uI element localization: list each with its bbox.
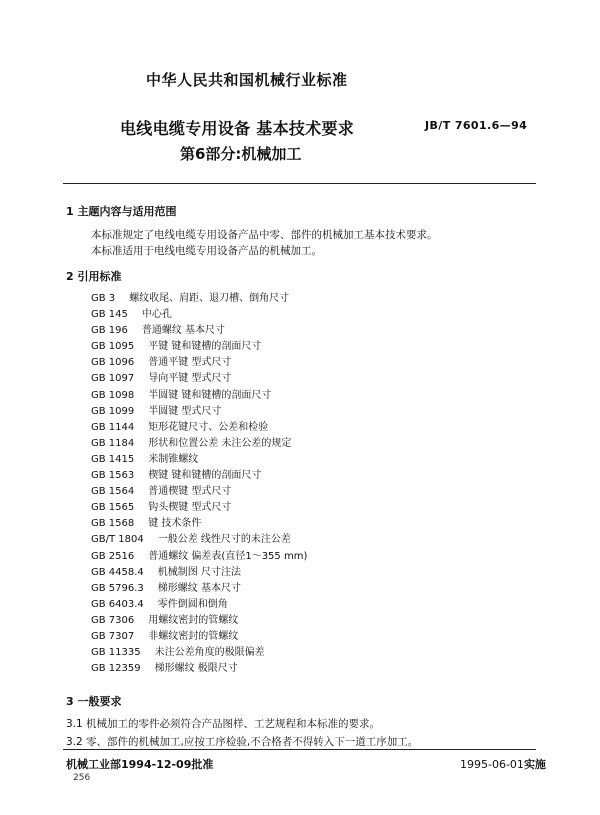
reference-name: 一般公差 线性尺寸的未注公差 xyxy=(157,534,291,546)
reference-name: 螺纹收尾、肩距、退刀槽、倒角尺寸 xyxy=(129,293,290,304)
reference-code: GB 1565 xyxy=(91,502,135,514)
section-2-heading: 2 引用标准 xyxy=(66,270,122,283)
document-subtitle: 第6部分:机械加工 xyxy=(180,145,302,163)
section-1-paragraph: 本标准适用于电线电缆专用设备产品的机械加工。 xyxy=(91,245,322,257)
reference-item xyxy=(91,291,307,307)
reference-code: GB 2516 xyxy=(91,550,135,562)
reference-item xyxy=(91,549,307,565)
reference-code: GB 196 xyxy=(91,325,128,337)
page-number: 256 xyxy=(73,773,91,783)
reference-code: GB 145 xyxy=(91,309,128,321)
section-1-paragraph: 本标准规定了电线电缆专用设备产品中零、部件的机械加工基本技术要求。 xyxy=(91,229,438,241)
reference-code: GB 1099 xyxy=(91,405,135,417)
reference-code: GB 1097 xyxy=(91,373,135,385)
reference-name: 平键 键和键槽的剖面尺寸 xyxy=(148,341,262,353)
clause-number: 3.2 xyxy=(66,736,83,748)
reference-item xyxy=(91,581,307,597)
reference-item xyxy=(91,613,307,629)
issuing-organization: 中华人民共和国机械行业标准 xyxy=(146,71,348,89)
reference-code: GB 5796.3 xyxy=(91,582,144,594)
reference-name: 梯形螺纹 极限尺寸 xyxy=(154,663,238,675)
clause-3-1 xyxy=(66,716,380,731)
header-divider xyxy=(63,183,536,184)
reference-name: 键 技术条件 xyxy=(148,518,202,530)
reference-item xyxy=(91,645,307,661)
reference-item xyxy=(91,500,307,516)
implementation-statement xyxy=(460,756,546,772)
reference-item xyxy=(91,516,307,532)
approval-statement: 机械工业部1994-12-09批准 xyxy=(66,758,214,771)
reference-item xyxy=(91,323,307,339)
clause-text: 机械加工的零件必须符合产品图样、工艺规程和本标准的要求。 xyxy=(86,718,381,730)
reference-code: GB 1568 xyxy=(91,518,135,530)
reference-item xyxy=(91,307,307,323)
implementation-label: 实施 xyxy=(523,758,546,771)
section-3-heading: 3 一般要求 xyxy=(66,695,122,708)
reference-code: GB 7306 xyxy=(91,614,135,626)
reference-item xyxy=(91,452,307,468)
reference-code: GB 1564 xyxy=(91,486,135,498)
reference-item xyxy=(91,629,307,645)
reference-name: 钩头楔键 型式尺寸 xyxy=(148,502,232,514)
reference-name: 机械制图 尺寸注法 xyxy=(157,566,241,578)
reference-name: 半圆键 型式尺寸 xyxy=(148,405,222,417)
reference-code: GB 1415 xyxy=(91,453,135,465)
reference-name: 米制锥螺纹 xyxy=(148,453,199,465)
reference-name: 普通螺纹 偏差表(直径1～355 mm) xyxy=(148,550,308,562)
reference-code: GB 11335 xyxy=(91,647,141,659)
reference-item xyxy=(91,597,307,613)
standard-number: JB/T 7601.6—94 xyxy=(425,119,528,132)
reference-code: GB 1563 xyxy=(91,470,135,482)
reference-name: 普通楔键 型式尺寸 xyxy=(148,486,232,498)
reference-name: 用螺纹密封的管螺纹 xyxy=(148,614,239,626)
reference-item xyxy=(91,468,307,484)
clause-3-2 xyxy=(66,734,418,749)
reference-code: GB 4458.4 xyxy=(91,566,144,578)
reference-item xyxy=(91,661,307,677)
implementation-date: 1995-06-01 xyxy=(460,758,524,771)
reference-code: GB 6403.4 xyxy=(91,598,144,610)
reference-name: 普通螺纹 基本尺寸 xyxy=(141,325,226,337)
reference-item xyxy=(91,436,307,452)
reference-name: 零件倒圆和倒角 xyxy=(157,598,228,610)
reference-name: 中心孔 xyxy=(141,309,172,321)
reference-name: 导向平键 型式尺寸 xyxy=(148,373,232,385)
document-title: 电线电缆专用设备 基本技术要求 xyxy=(120,119,355,138)
reference-item xyxy=(91,532,307,548)
reference-item xyxy=(91,388,307,404)
reference-item xyxy=(91,420,307,436)
clause-number: 3.1 xyxy=(66,718,83,730)
reference-name: 非螺纹密封的管螺纹 xyxy=(148,630,239,642)
reference-code: GB 1184 xyxy=(91,437,135,449)
reference-standards-list xyxy=(91,291,307,677)
reference-code: GB/T 1804 xyxy=(91,534,144,546)
reference-item xyxy=(91,339,307,355)
section-1-heading: 1 主题内容与适用范围 xyxy=(66,205,177,218)
clause-text: 零、部件的机械加工,应按工序检验,不合格者不得转入下一道工序加工。 xyxy=(86,736,419,748)
reference-item xyxy=(91,565,307,581)
reference-item xyxy=(91,484,307,500)
reference-name: 梯形螺纹 基本尺寸 xyxy=(157,582,241,594)
reference-item xyxy=(91,371,307,387)
reference-code: GB 7307 xyxy=(91,630,135,642)
reference-name: 未注公差角度的极限偏差 xyxy=(154,647,265,659)
reference-code: GB 12359 xyxy=(91,663,141,675)
reference-name: 半圆键 键和键槽的剖面尺寸 xyxy=(148,389,272,401)
reference-name: 普通平键 型式尺寸 xyxy=(148,357,232,369)
reference-item xyxy=(91,404,307,420)
reference-code: GB 3 xyxy=(91,293,116,304)
footer-divider xyxy=(63,749,536,750)
reference-name: 楔键 键和键槽的剖面尺寸 xyxy=(148,470,262,482)
reference-item xyxy=(91,355,307,371)
reference-code: GB 1098 xyxy=(91,389,135,401)
reference-name: 形状和位置公差 未注公差的规定 xyxy=(148,437,292,449)
reference-code: GB 1095 xyxy=(91,341,135,353)
reference-code: GB 1096 xyxy=(91,357,135,369)
reference-name: 矩形花键尺寸、公差和检验 xyxy=(148,421,269,433)
reference-code: GB 1144 xyxy=(91,421,135,433)
